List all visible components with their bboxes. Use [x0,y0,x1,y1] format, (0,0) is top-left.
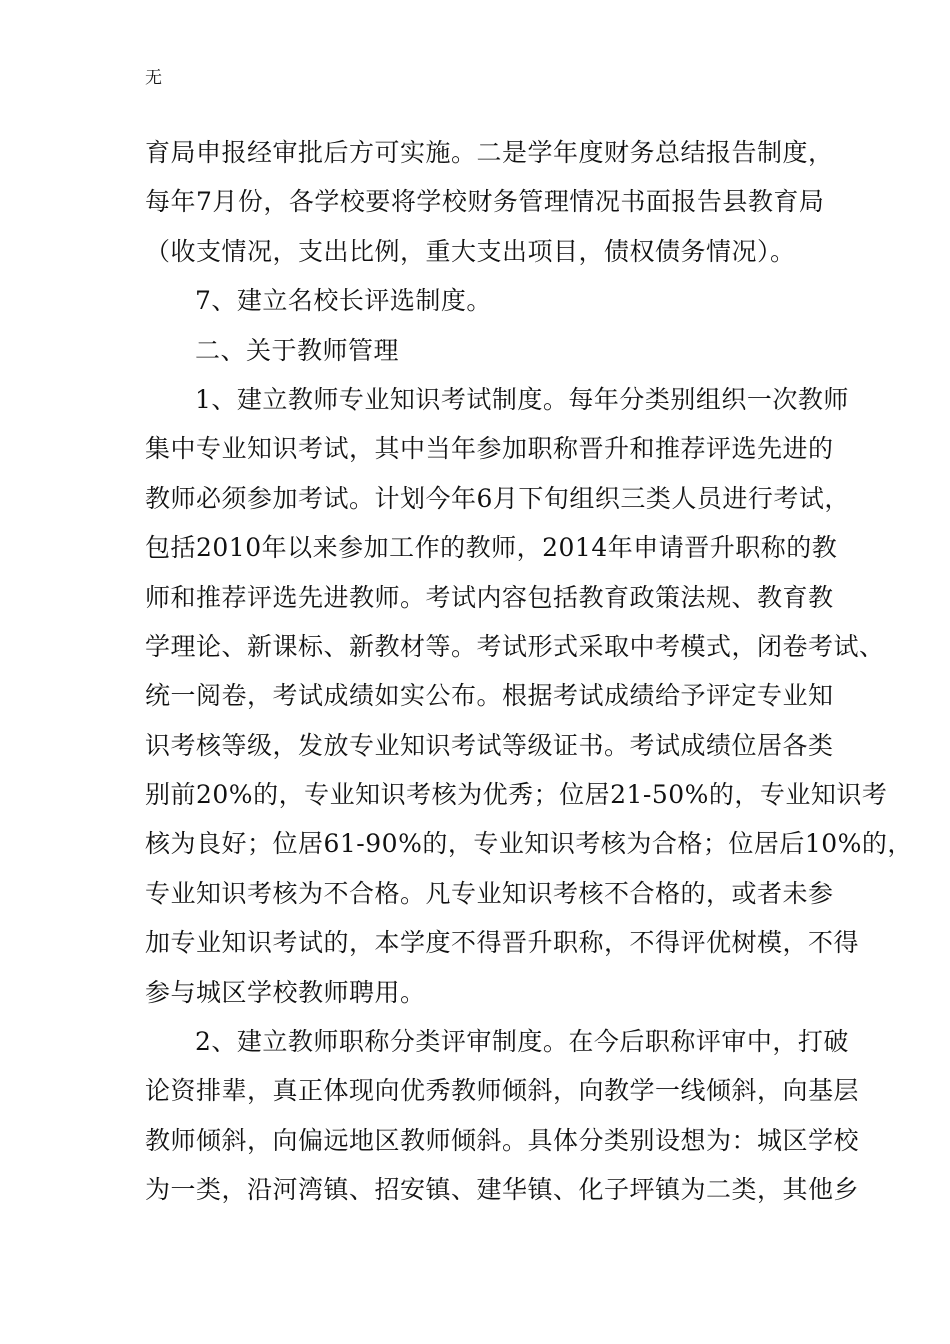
text-line: 别前20%的，专业知识考核为优秀；位居21-50%的，专业知识考 [145,780,888,810]
text-line: （收支情况，支出比例，重大支出项目，债权债务情况）。 [145,236,796,266]
text-line: 师和推荐评选先进教师。考试内容包括教育政策法规、教育教 [145,582,834,612]
text-line: 为一类，沿河湾镇、招安镇、建华镇、化子坪镇为二类，其他乡 [145,1175,860,1205]
text-line: 统一阅卷，考试成绩如实公布。根据考试成绩给予评定专业知 [145,681,834,711]
text-line: 教师必须参加考试。计划今年6月下旬组织三类人员进行考试， [145,483,850,513]
document-body [145,128,913,1215]
text-line: 参与城区学校教师聘用。 [145,977,426,1007]
header-mark: 无 [145,68,162,88]
text-line: 核为良好；位居61-90%的，专业知识考核为合格；位居后10%的， [145,829,913,859]
paragraph-first-line: 1、建立教师专业知识考试制度。每年分类别组织一次教师 [195,384,849,414]
text-line: 论资排辈，真正体现向优秀教师倾斜，向教学一线倾斜，向基层 [145,1076,860,1106]
text-line: 集中专业知识考试，其中当年参加职称晋升和推荐评选先进的 [145,434,834,464]
paragraph-first-line: 2、建立教师职称分类评审制度。在今后职称评审中，打破 [195,1027,849,1057]
text-line: 每年7月份，各学校要将学校财务管理情况书面报告县教育局 [145,187,825,217]
text-line: 育局申报经审批后方可实施。二是学年度财务总结报告制度， [145,138,834,167]
text-line: 识考核等级，发放专业知识考试等级证书。考试成绩位居各类 [145,730,834,760]
section-item-heading: 7、建立名校长评选制度。 [195,286,492,316]
section-heading: 二、关于教师管理 [195,335,400,365]
text-line: 包括2010年以来参加工作的教师，2014年申请晋升职称的教 [145,533,838,563]
text-line: 专业知识考核为不合格。凡专业知识考核不合格的，或者未参 [145,878,834,908]
text-line: 加专业知识考试的，本学度不得晋升职称，不得评优树模，不得 [145,928,860,958]
text-line: 学理论、新课标、新教材等。考试形式采取中考模式，闭卷考试、 [145,631,885,661]
text-line: 教师倾斜，向偏远地区教师倾斜。具体分类别设想为：城区学校 [145,1125,860,1155]
